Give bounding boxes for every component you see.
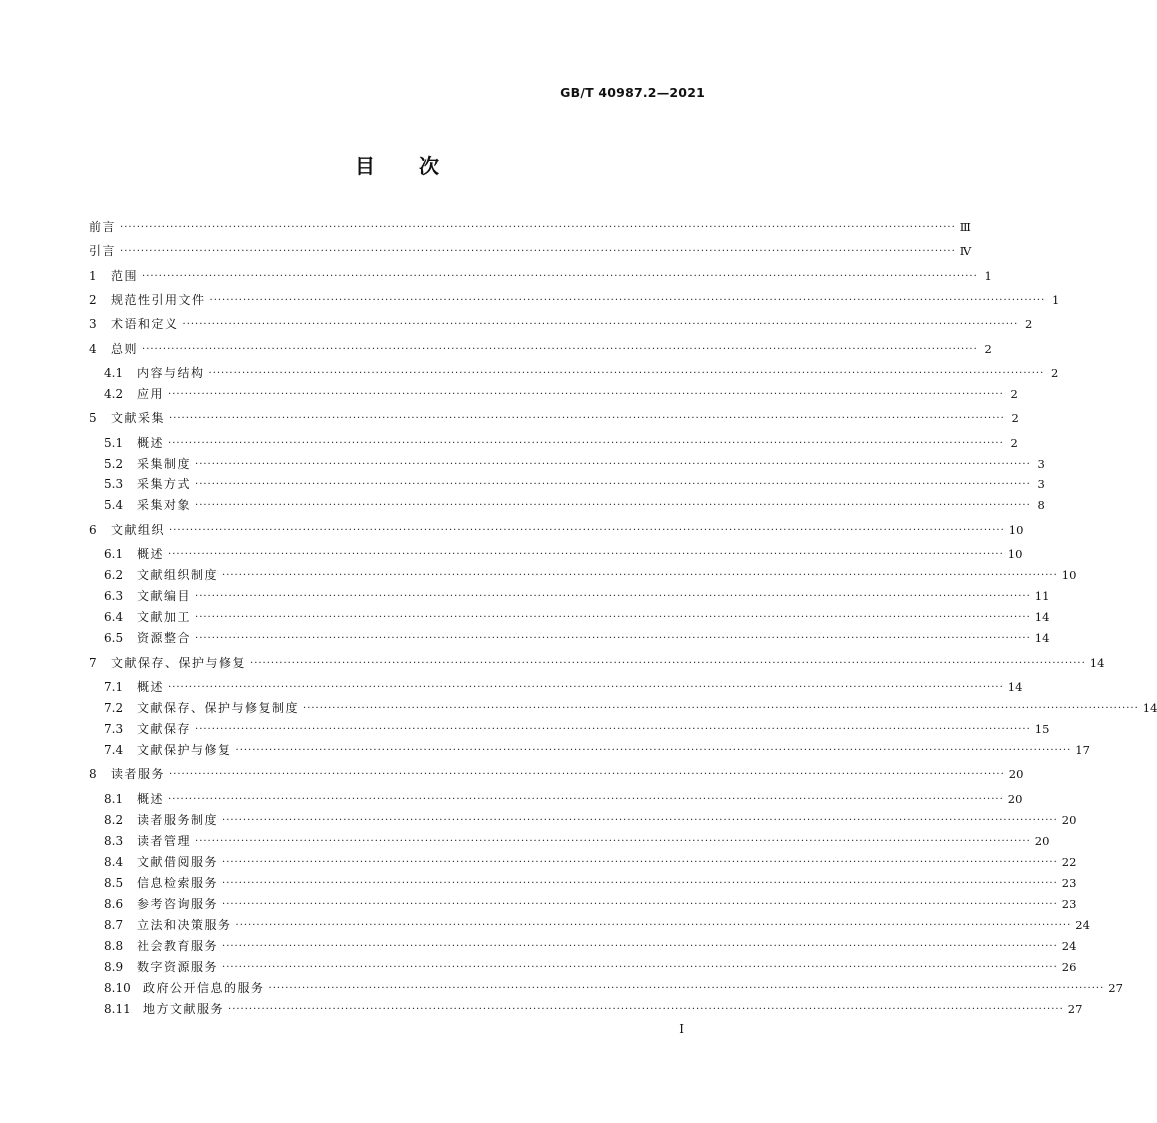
toc-entry-label: 文献保存、保护与修复 — [111, 656, 247, 670]
toc-entry-label: 参考咨询服务 — [137, 897, 219, 911]
toc-leader-dots: ········································································································································································································ — [142, 344, 978, 355]
toc-entry-label: 读者服务制度 — [137, 813, 219, 827]
toc-entry-number: 7.2 — [104, 701, 124, 715]
toc-leader-dots: ········································································································································································································ — [168, 682, 1004, 693]
title-char-1: 目 — [355, 154, 375, 178]
toc-entry-label: 文献保存 — [137, 722, 192, 736]
toc-entry-number: 4.1 — [104, 366, 124, 380]
toc-entry[interactable] — [89, 495, 1045, 515]
toc-entry-page: 1 — [1051, 293, 1060, 307]
toc-entry-label: 读者服务 — [111, 767, 166, 781]
toc-leader-dots: ········································································································································································································ — [168, 549, 1004, 560]
toc-entry-number: 8.6 — [104, 897, 124, 911]
toc-entry-page: 14 — [1007, 680, 1023, 694]
toc-entry[interactable] — [89, 607, 1050, 627]
toc-entry-page: 23 — [1061, 897, 1077, 911]
toc-entry[interactable] — [89, 544, 1023, 564]
toc-entry-number: 3 — [89, 317, 97, 331]
toc-entry-number: 5 — [89, 411, 97, 425]
toc-entry-number: 2 — [89, 293, 97, 307]
toc-entry[interactable] — [89, 384, 1018, 404]
toc-entry-label: 术语和定义 — [111, 317, 179, 331]
toc-leader-dots: ········································································································································································································ — [235, 745, 1072, 756]
toc-entry-page: 24 — [1061, 939, 1077, 953]
toc-entry-number: 6.4 — [104, 610, 124, 624]
toc-entry-label: 应用 — [137, 387, 165, 401]
toc-entry-label: 采集制度 — [137, 457, 192, 471]
toc-entry-label: 文献编目 — [137, 589, 192, 603]
toc-entry[interactable] — [89, 873, 1077, 893]
toc-entry-number: 6.1 — [104, 547, 124, 561]
toc-leader-dots: ········································································································································································································ — [235, 920, 1072, 931]
toc-entry-number: 8.11 — [104, 1002, 131, 1016]
toc-leader-dots: ········································································································································································································ — [222, 570, 1058, 581]
toc-entry-page: 10 — [1007, 547, 1023, 561]
toc-entry-page: 14 — [1034, 631, 1050, 645]
toc-entry[interactable] — [89, 520, 1024, 540]
toc-entry-label: 采集方式 — [137, 477, 192, 491]
toc-entry[interactable] — [89, 698, 1157, 718]
toc-entry-page: 24 — [1075, 918, 1090, 932]
toc-entry-number: 8.5 — [104, 876, 124, 890]
toc-entry-page: 14 — [1142, 701, 1157, 715]
toc-entry-page: 10 — [1061, 568, 1077, 582]
toc-entry[interactable] — [89, 408, 1019, 428]
toc-leader-dots: ········································································································································································································ — [209, 295, 1046, 306]
toc-entry-number: 8.10 — [104, 981, 131, 995]
toc-entry-page: 26 — [1061, 960, 1077, 974]
toc-entry-label: 引言 — [89, 244, 117, 258]
toc-entry-page: 2 — [984, 342, 992, 356]
toc-entry-number: 7.4 — [104, 743, 124, 757]
toc-entry-page: 20 — [1008, 767, 1024, 781]
toc-entry-page: 3 — [1037, 477, 1045, 491]
toc-entry-page: 22 — [1061, 855, 1077, 869]
toc-entry-label: 社会教育服务 — [137, 939, 219, 953]
toc-entry-label: 资源整合 — [137, 631, 192, 645]
toc-entry-page: 27 — [1067, 1002, 1083, 1016]
toc-leader-dots: ········································································································································································································ — [208, 368, 1045, 379]
title-char-2: 次 — [419, 154, 439, 178]
toc-entry-label: 文献借阅服务 — [137, 855, 219, 869]
toc-entry-label: 概述 — [137, 680, 165, 694]
toc-leader-dots: ········································································································································································································ — [222, 962, 1058, 973]
toc-leader-dots: ········································································································································································································ — [168, 794, 1004, 805]
toc-entry-number: 6.5 — [104, 631, 124, 645]
toc-entry-page: 3 — [1037, 457, 1045, 471]
toc-entry-number: 7.3 — [104, 722, 124, 736]
toc-entry[interactable] — [89, 565, 1077, 585]
toc-leader-dots: ········································································································································································································ — [195, 612, 1031, 623]
toc-entry-label: 立法和决策服务 — [137, 918, 232, 932]
toc-entry-page: 15 — [1034, 722, 1050, 736]
toc-entry-page: 20 — [1061, 813, 1077, 827]
toc-entry[interactable] — [89, 433, 1018, 453]
toc-entry[interactable] — [89, 831, 1050, 851]
toc-entry-label: 概述 — [137, 436, 165, 450]
toc-entry-page: 8 — [1037, 498, 1045, 512]
toc-entry-number: 7 — [89, 656, 97, 670]
toc-entry-page: 2 — [1024, 317, 1033, 331]
toc-entry-number: 8 — [89, 767, 97, 781]
toc-entry[interactable] — [89, 677, 1023, 697]
toc-entry-label: 信息检索服务 — [137, 876, 219, 890]
toc-entry[interactable] — [89, 852, 1077, 872]
toc-entry[interactable] — [89, 764, 1024, 784]
toc-entry[interactable] — [89, 740, 1090, 760]
toc-leader-dots: ········································································································································································································ — [222, 878, 1058, 889]
toc-entry-number: 5.3 — [104, 477, 124, 491]
toc-entry[interactable] — [89, 915, 1090, 935]
toc-entry-number: 6.2 — [104, 568, 124, 582]
toc-entry[interactable] — [89, 628, 1050, 648]
toc-entry-label: 文献组织制度 — [137, 568, 219, 582]
toc-entry-page: 14 — [1034, 610, 1050, 624]
toc-entry[interactable] — [89, 894, 1077, 914]
toc-entry-number: 5.1 — [104, 436, 124, 450]
toc-leader-dots: ········································································································································································································ — [168, 389, 1004, 400]
toc-entry-page: 2 — [1050, 366, 1059, 380]
toc-entry-number: 6 — [89, 523, 97, 537]
toc-entry-number: 6.3 — [104, 589, 124, 603]
toc-leader-dots: ········································································································································································································ — [303, 703, 1139, 714]
toc-leader-dots: ········································································································································································································ — [222, 815, 1058, 826]
toc-entry[interactable] — [89, 474, 1045, 494]
toc-entry-number: 1 — [89, 269, 97, 283]
toc-entry[interactable] — [89, 719, 1050, 739]
toc-leader-dots: ········································································································································································································ — [169, 525, 1005, 536]
toc-entry-number: 8.8 — [104, 939, 124, 953]
toc-leader-dots: ········································································································································································································ — [169, 413, 1005, 424]
toc-leader-dots: ········································································································································································································ — [120, 222, 956, 233]
toc-leader-dots: ········································································································································································································ — [228, 1004, 1064, 1015]
toc-entry-number: 8.3 — [104, 834, 124, 848]
toc-entry-label: 前言 — [89, 220, 117, 234]
toc-entry-number: 5.2 — [104, 457, 124, 471]
toc-leader-dots: ········································································································································································································ — [195, 724, 1031, 735]
toc-entry-page: 2 — [1010, 436, 1018, 450]
toc-entry-page: 14 — [1089, 656, 1105, 670]
toc-leader-dots: ········································································································································································································ — [195, 633, 1031, 644]
toc-entry-label: 文献保存、保护与修复制度 — [137, 701, 300, 715]
toc-entry-page: 1 — [984, 269, 992, 283]
toc-entry-label: 文献采集 — [111, 411, 166, 425]
toc-leader-dots: ········································································································································································································ — [195, 459, 1031, 470]
toc-leader-dots: ········································································································································································································ — [169, 769, 1005, 780]
toc-leader-dots: ········································································································································································································ — [195, 836, 1031, 847]
toc-entry-label: 读者管理 — [137, 834, 192, 848]
toc-entry-page: 20 — [1007, 792, 1023, 806]
toc-entry-number: 8.2 — [104, 813, 124, 827]
toc-entry-label: 地方文献服务 — [143, 1002, 225, 1016]
toc-entry-page: Ⅳ — [959, 244, 972, 258]
toc-entry-page: 2 — [1010, 387, 1018, 401]
toc-entry[interactable] — [89, 999, 1083, 1019]
toc-leader-dots: ········································································································································································································ — [120, 246, 956, 257]
toc-entry-label: 文献保护与修复 — [137, 743, 232, 757]
toc-entry[interactable] — [89, 586, 1050, 606]
footer-page-number: Ⅰ — [679, 1022, 684, 1036]
toc-entry[interactable] — [89, 789, 1023, 809]
toc-leader-dots: ········································································································································································································ — [168, 438, 1004, 449]
toc-entry[interactable] — [89, 241, 972, 261]
toc-leader-dots: ········································································································································································································ — [268, 983, 1105, 994]
toc-entry-page: 11 — [1034, 589, 1050, 603]
toc-leader-dots: ········································································································································································································ — [250, 658, 1086, 669]
toc-leader-dots: ········································································································································································································ — [195, 479, 1031, 490]
toc-entry-label: 数字资源服务 — [137, 960, 219, 974]
toc-entry-label: 文献加工 — [137, 610, 192, 624]
toc-entry-page: 2 — [1011, 411, 1019, 425]
toc-entry-label: 总则 — [111, 342, 139, 356]
toc-entry[interactable] — [89, 454, 1045, 474]
toc-leader-dots: ········································································································································································································ — [222, 857, 1058, 868]
toc-entry[interactable] — [89, 978, 1123, 998]
toc-entry[interactable] — [89, 363, 1059, 383]
toc-entry-number: 8.9 — [104, 960, 124, 974]
toc-entry-label: 概述 — [137, 547, 165, 561]
toc-entry-number: 8.1 — [104, 792, 124, 806]
toc-entry[interactable] — [89, 936, 1077, 956]
toc-leader-dots: ········································································································································································································ — [195, 591, 1031, 602]
toc-entry[interactable] — [89, 957, 1077, 977]
standard-code: GB/T 40987.2—2021 — [560, 85, 705, 100]
toc-leader-dots: ········································································································································································································ — [222, 941, 1058, 952]
toc-entry[interactable] — [89, 266, 992, 286]
toc-entry-number: 8.7 — [104, 918, 124, 932]
toc-entry-page: 10 — [1008, 523, 1024, 537]
toc-leader-dots: ········································································································································································································ — [182, 319, 1019, 330]
toc-entry[interactable] — [89, 217, 971, 237]
toc-entry[interactable] — [89, 314, 1033, 334]
toc-entry-number: 4 — [89, 342, 97, 356]
toc-entry[interactable] — [89, 653, 1105, 673]
toc-leader-dots: ········································································································································································································ — [142, 271, 978, 282]
toc-entry-number: 8.4 — [104, 855, 124, 869]
toc-entry-label: 规范性引用文件 — [111, 293, 206, 307]
toc-entry-label: 概述 — [137, 792, 165, 806]
toc-entry-page: 27 — [1108, 981, 1123, 995]
toc-entry-label: 范围 — [111, 269, 139, 283]
toc-entry-page: 23 — [1061, 876, 1077, 890]
toc-entry-label: 采集对象 — [137, 498, 192, 512]
toc-entry-number: 7.1 — [104, 680, 124, 694]
toc-entry[interactable] — [89, 810, 1077, 830]
toc-entry-number: 5.4 — [104, 498, 124, 512]
toc-leader-dots: ········································································································································································································ — [195, 500, 1031, 511]
table-of-contents — [89, 0, 1157, 1123]
toc-entry-page: Ⅲ — [959, 220, 971, 234]
toc-entry-page: 20 — [1034, 834, 1050, 848]
toc-entry-number: 4.2 — [104, 387, 124, 401]
toc-entry[interactable] — [89, 339, 992, 359]
toc-entry-page: 17 — [1075, 743, 1090, 757]
toc-entry[interactable] — [89, 290, 1060, 310]
toc-entry-label: 文献组织 — [111, 523, 166, 537]
toc-entry-label: 内容与结构 — [137, 366, 205, 380]
toc-entry-label: 政府公开信息的服务 — [143, 981, 265, 995]
toc-leader-dots: ········································································································································································································ — [222, 899, 1058, 910]
